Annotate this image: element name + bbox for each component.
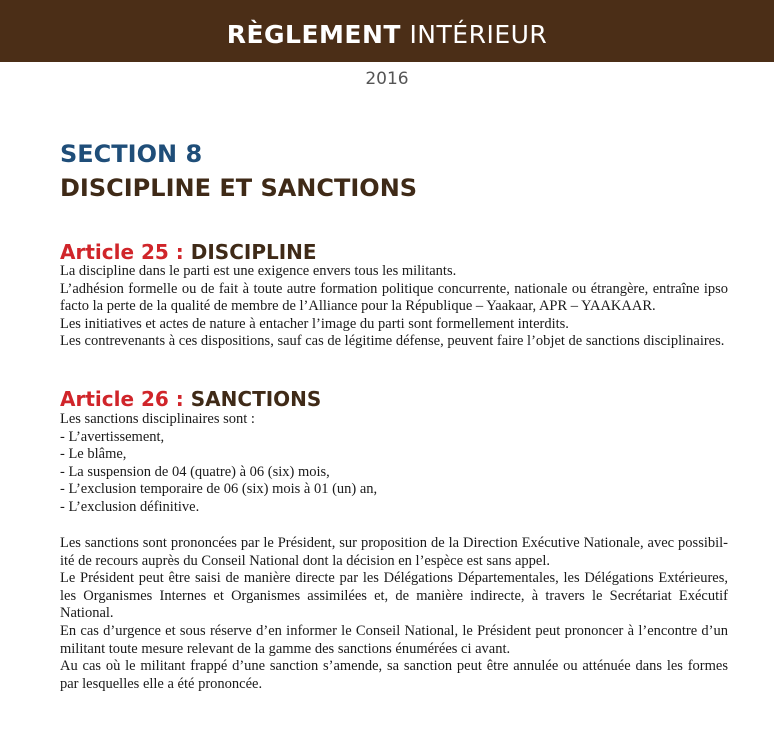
article-26-name: SANCTIONS <box>190 387 322 411</box>
article-25-line: La discipline dans le parti est une exigence envers tous les militants. <box>60 263 457 279</box>
article-26-line: En cas d’urgence et sous réserve d’en informer le Conseil National, le Président peut prononcer à l’encontre d’un <box>60 622 728 639</box>
article-26-line: National. <box>60 605 114 622</box>
sanction-list-item: - Le blâme, <box>60 446 127 463</box>
article-26-line: ité de recours auprès du Conseil National dont la décision en l’espèce est sans appel. <box>60 552 551 569</box>
article-26-number: Article 26 : <box>60 387 184 411</box>
article-25-line: L’adhésion formelle ou de fait à toute autre formation politique concurrente, nationale ou étrangère, entraîne ipso <box>60 280 728 297</box>
document-title-bold: RÈGLEMENT <box>226 20 401 49</box>
article-26-line: par lesquelles elle a été prononcée. <box>60 675 263 692</box>
section-title: DISCIPLINE ET SANCTIONS <box>60 174 418 202</box>
article-25-number: Article 25 : <box>60 240 184 264</box>
article-26-heading <box>60 387 321 411</box>
article-26-list-block <box>60 411 728 517</box>
article-25-body <box>60 263 728 351</box>
article-25-line: Les contrevenants à ces dispositions, sauf cas de légitime défense, peuvent faire l’objet de sanctions disciplinaires. <box>60 333 725 350</box>
article-26-paragraph <box>60 535 728 693</box>
sanction-list-item: - La suspension de 04 (quatre) à 06 (six) mois, <box>60 463 330 480</box>
article-26-line: militant toute mesure relevant de la gamme des sanctions énumérées ci avant. <box>60 640 511 657</box>
article-26-line: Au cas où le militant frappé d’une sanction s’amende, sa sanction peut être annulée ou atténuée dans les formes <box>60 658 728 675</box>
document-year: 2016 <box>365 69 409 89</box>
sanctions-intro: Les sanctions disciplinaires sont : <box>60 411 255 427</box>
article-26-line: Le Président peut être saisi de manière directe par les Délégations Départementales, les Délégations Extérieures, <box>60 570 728 587</box>
article-25-line: facto la perte de la qualité de membre de l’Alliance pour la République – Yaakaar, APR – YAAKAAR. <box>60 298 656 315</box>
article-25-line: Les initiatives et actes de nature à entacher l’image du parti sont formellement interdits. <box>60 315 569 332</box>
sanction-list-item: - L’exclusion temporaire de 06 (six) mois à 01 (un) an, <box>60 481 378 498</box>
document-title <box>0 18 774 52</box>
section-number: SECTION 8 <box>60 140 203 168</box>
sanction-list-item: - L’avertissement, <box>60 428 165 445</box>
article-25-name: DISCIPLINE <box>190 240 317 264</box>
article-26-line: Les sanctions sont prononcées par le Président, sur proposition de la Direction Exécutive Nationale, avec possibil- <box>60 535 728 551</box>
sanction-list-item: - L’exclusion définitive. <box>60 498 200 515</box>
article-25-heading <box>60 240 317 264</box>
article-26-line: les Organismes Internes et Organismes assimilées et, de manière indirecte, à travers le Secrétariat Exécutif <box>60 587 728 604</box>
document-title-light: INTÉRIEUR <box>409 20 548 49</box>
